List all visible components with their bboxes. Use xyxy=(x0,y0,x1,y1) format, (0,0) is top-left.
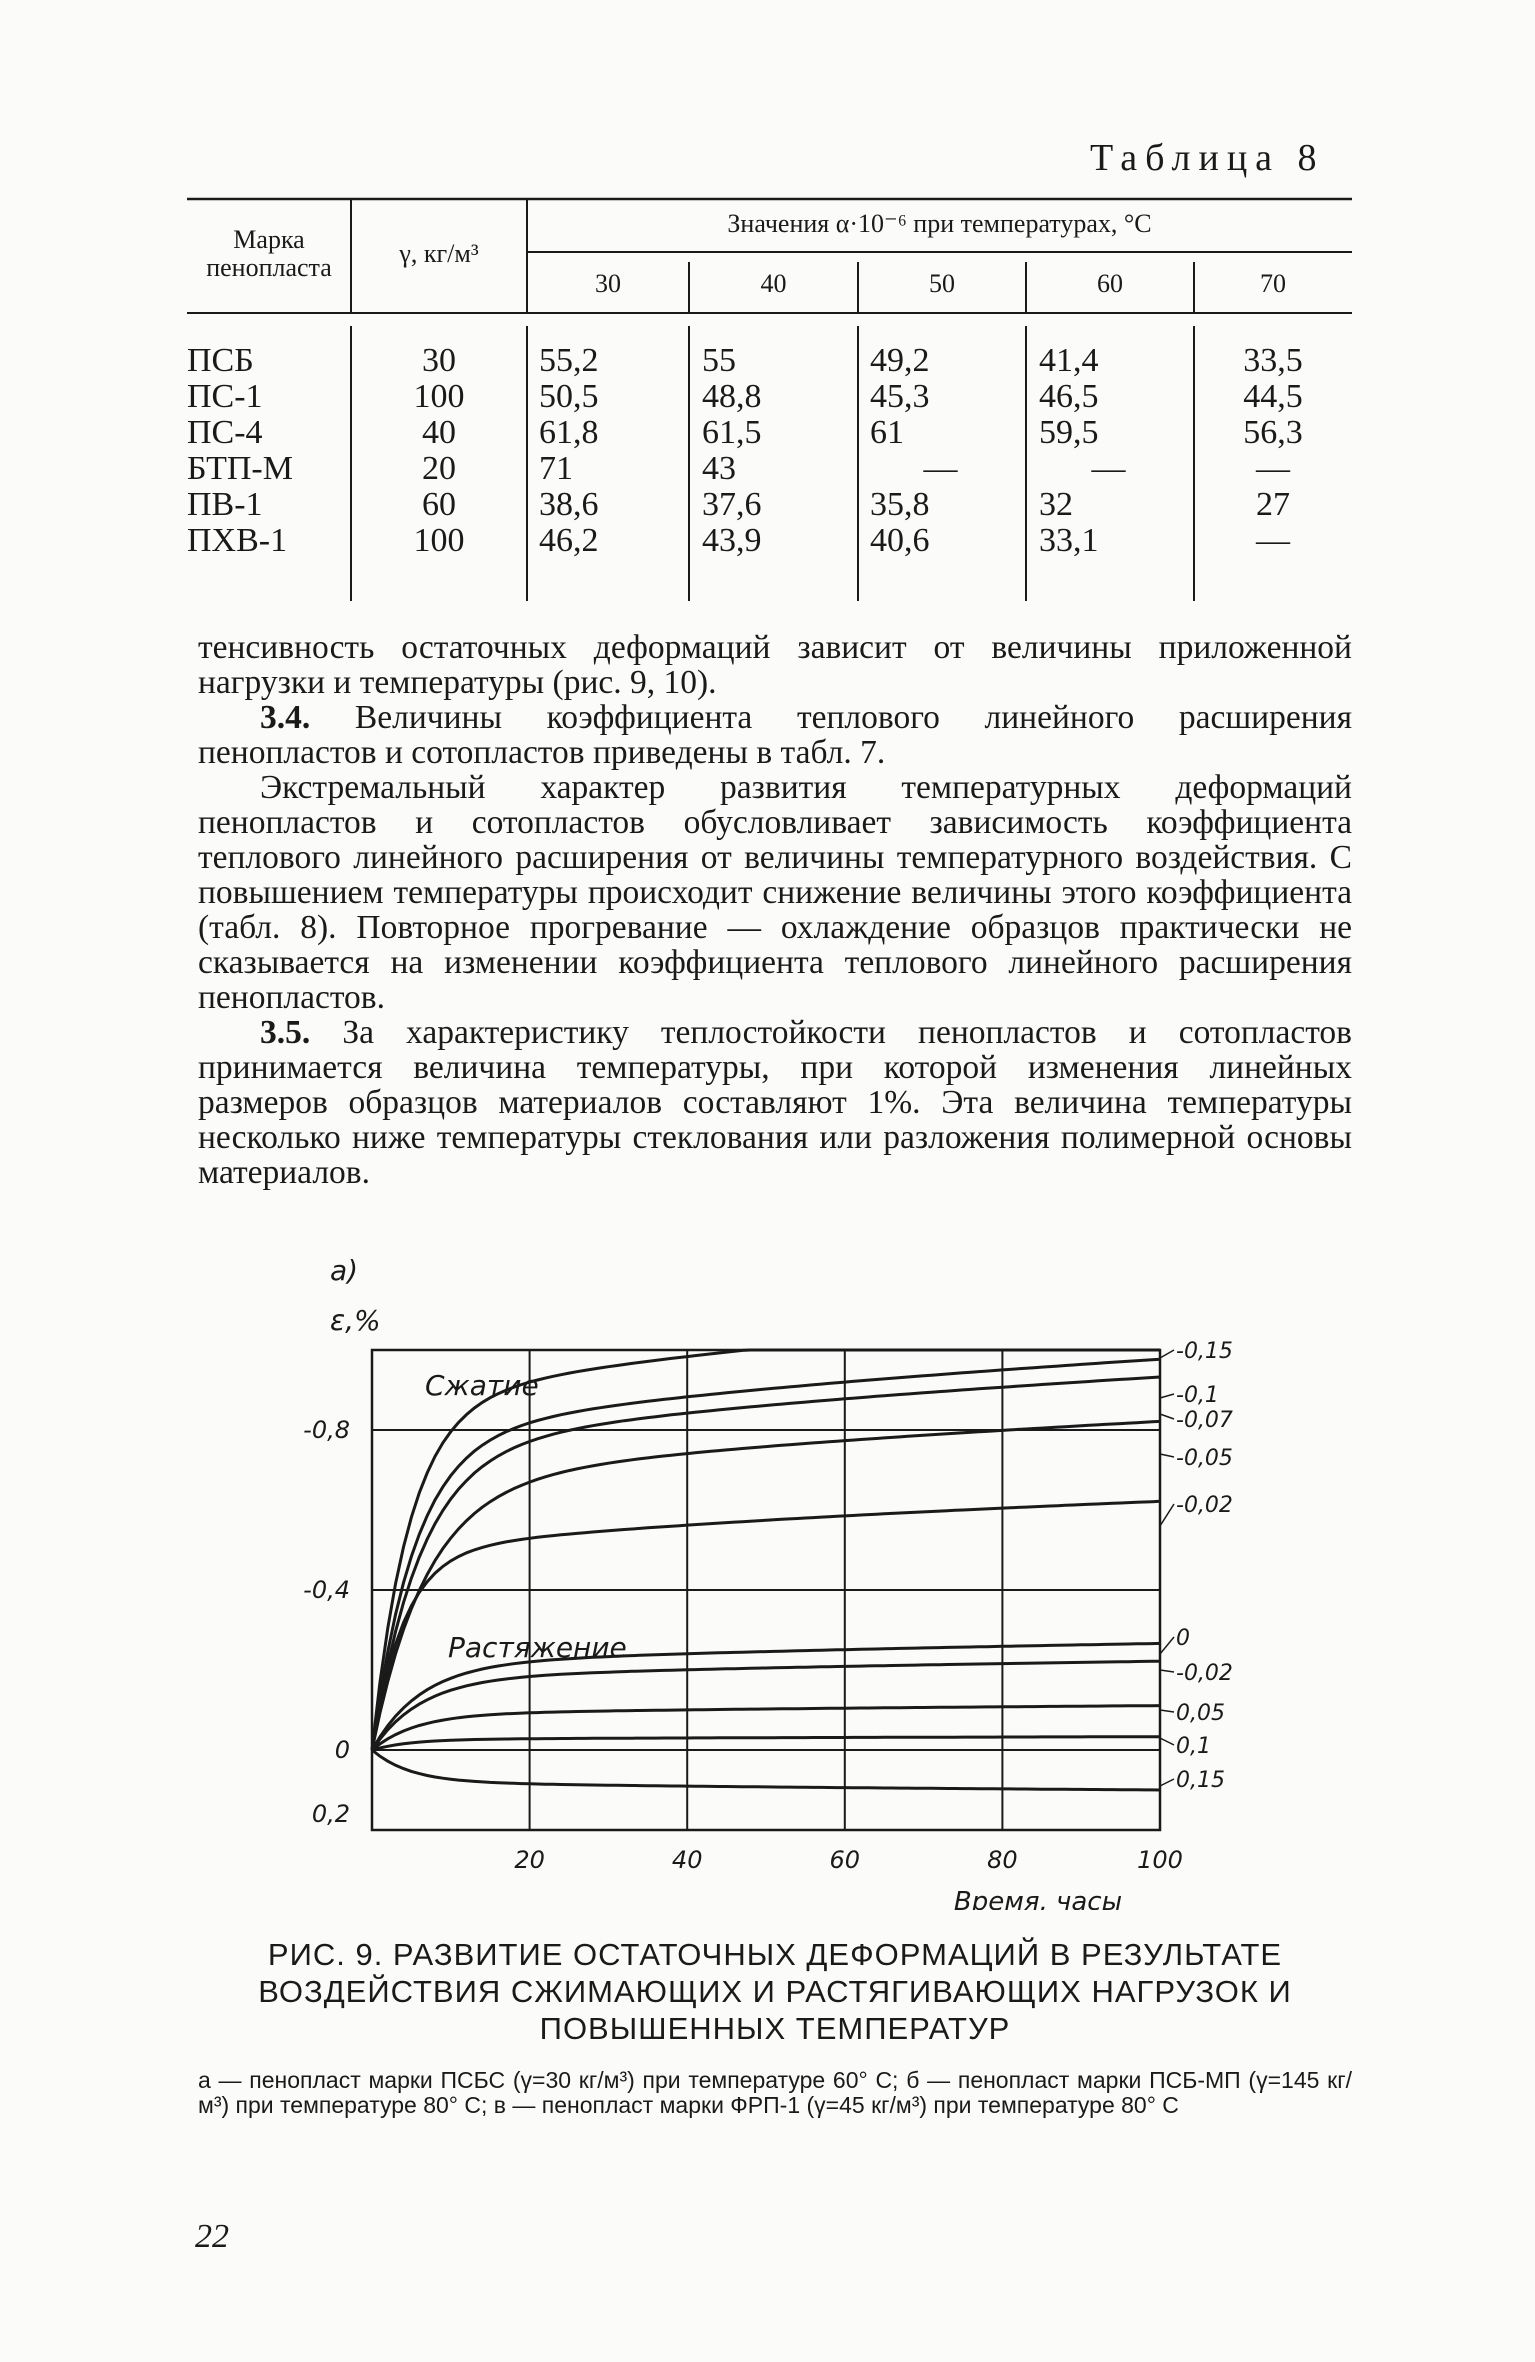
cell-value: 33,5 xyxy=(1243,342,1303,379)
cell-value: 40,6 xyxy=(870,522,930,559)
x-tick-label: 20 xyxy=(514,1846,545,1874)
series-label-leader xyxy=(1160,1637,1174,1654)
series-label: 0 xyxy=(1176,1626,1190,1651)
series-label: 0,05 xyxy=(1176,1701,1225,1726)
y-tick-label: 0,2 xyxy=(311,1800,350,1828)
cell-brand: ПС-4 xyxy=(187,414,263,451)
x-tick-label: 60 xyxy=(829,1846,861,1874)
cell-value: 33,1 xyxy=(1039,522,1099,559)
header-brand xyxy=(187,226,351,282)
table-caption: Таблица 8 xyxy=(1090,137,1325,179)
cell-value: 59,5 xyxy=(1039,414,1099,451)
cell-value: 35,8 xyxy=(870,486,930,523)
cell-density: 60 xyxy=(422,486,456,523)
series-label-leader xyxy=(1160,1394,1174,1398)
series-label: -0,05 xyxy=(1176,1446,1233,1471)
cell-value: 38,6 xyxy=(539,486,599,523)
cell-brand: ПВ-1 xyxy=(187,486,263,523)
cell-value: 71 xyxy=(539,450,573,487)
series-line xyxy=(372,1750,1160,1790)
cell-value: 46,5 xyxy=(1039,378,1099,415)
cell-value: 50,5 xyxy=(539,378,599,415)
series-label-leader xyxy=(1160,1504,1174,1526)
figure-note: а — пенопласт марки ПСБС (γ=30 кг/м³) при температуре 60° С; б — пенопласт марки ПСБ-МП (γ=145 кг/м³) при температуре 80° С; в — пенопласт марки ФРП-1 (γ=45 кг/м³) при температуре 80° С xyxy=(198,2067,1352,2118)
series-line xyxy=(372,1350,1160,1750)
series-label-leader xyxy=(1160,1454,1174,1457)
y-tick-label: 0 xyxy=(334,1736,350,1764)
cell-brand: БТП-М xyxy=(187,450,293,487)
cell-value: 44,5 xyxy=(1243,378,1303,415)
paragraph-2 xyxy=(198,700,1352,770)
series-label: 0,1 xyxy=(1176,1734,1211,1759)
header-temp-50: 50 xyxy=(929,269,955,298)
cell-density: 20 xyxy=(422,450,456,487)
cell-value: 27 xyxy=(1256,486,1290,523)
cell-brand: ПСБ xyxy=(187,342,254,379)
series-label-leader xyxy=(1160,1779,1174,1786)
cell-brand: ПХВ-1 xyxy=(187,522,288,559)
series-line xyxy=(372,1421,1160,1750)
body-text xyxy=(198,630,1352,1190)
section-3-4-number: 3.4. xyxy=(260,699,311,736)
annotation-tension: Растяжение xyxy=(448,1631,627,1664)
series-label: -0,15 xyxy=(1176,1339,1233,1364)
cell-value: — xyxy=(923,450,958,487)
header-values-title: Значения α·10⁻⁶ при температурах, °С xyxy=(727,209,1152,238)
paragraph-4-text: За характеристику теплостойкости пенопластов и сотопластов принимается величина температуры, при которой изменения линейных размеров образцов материалов составляют 1%. Эта величина температуры несколько ниже температуры стеклования или разложения полимерной основы материалов. xyxy=(198,1014,1352,1191)
cell-value: 55 xyxy=(702,342,736,379)
y-tick-label: -0,8 xyxy=(303,1416,350,1444)
cell-value: — xyxy=(1091,450,1126,487)
header-temp-40: 40 xyxy=(760,269,787,298)
annotation-compression: Сжатие xyxy=(425,1369,539,1402)
series-line xyxy=(372,1501,1160,1750)
series-line xyxy=(372,1737,1160,1750)
series-label-leader xyxy=(1160,1738,1174,1745)
cell-brand: ПС-1 xyxy=(187,378,263,415)
cell-value: 43,9 xyxy=(702,522,762,559)
cell-value: 37,6 xyxy=(702,486,762,523)
cell-value: — xyxy=(1256,522,1290,559)
cell-density: 30 xyxy=(422,342,456,379)
series-label: -0,02 xyxy=(1176,1493,1233,1518)
section-3-5-number: 3.5. xyxy=(260,1014,311,1051)
series-label-leader xyxy=(1160,1710,1174,1712)
cell-value: — xyxy=(1256,450,1290,487)
data-table xyxy=(187,196,1352,606)
header-temp-60: 60 xyxy=(1097,269,1123,298)
cell-value: 43 xyxy=(702,450,736,487)
series-label-leader xyxy=(1160,1670,1174,1672)
series-label: -0,07 xyxy=(1176,1408,1233,1433)
series-line xyxy=(372,1706,1160,1750)
cell-value: 41,4 xyxy=(1039,342,1099,379)
cell-density: 100 xyxy=(413,522,465,559)
cell-value: 48,8 xyxy=(702,378,762,415)
page-number: 22 xyxy=(195,2218,229,2255)
series-line xyxy=(372,1359,1160,1750)
paragraph-3: Экстремальный характер развития температурных деформаций пенопластов и сотопластов обусловливает зависимость коэффициента теплового линейного расширения от величины температурного воздействия. С повышением температуры происходит снижение величины этого коэффициента (табл. 8). Повторное прогревание — охлаждение образцов практически не сказывается на изменении коэффициента теплового линейного расширения пенопластов. xyxy=(198,769,1352,1016)
x-tick-label: 40 xyxy=(671,1846,703,1874)
y-axis-label: ε,% xyxy=(330,1304,381,1337)
paragraph-4 xyxy=(198,1015,1352,1190)
figure-title: РИС. 9. РАЗВИТИЕ ОСТАТОЧНЫХ ДЕФОРМАЦИЙ В РЕЗУЛЬТАТЕ ВОЗДЕЙСТВИЯ СЖИМАЮЩИХ И РАСТЯГИВАЮЩИХ НАГРУЗОК И ПОВЫШЕННЫХ ТЕМПЕРАТУР xyxy=(258,1937,1292,2046)
series-line xyxy=(372,1377,1160,1750)
header-temp-30: 30 xyxy=(595,269,621,298)
series-label: -0,02 xyxy=(1176,1661,1233,1686)
cell-density: 100 xyxy=(413,378,465,415)
panel-label: а) xyxy=(330,1254,359,1287)
paragraph-1: тенсивность остаточных деформаций зависит от величины приложенной нагрузки и температуры (рис. 9, 10). xyxy=(198,629,1352,701)
series-label: 0,15 xyxy=(1176,1768,1225,1793)
header-density: γ, кг/м³ xyxy=(399,239,479,268)
x-tick-label: 80 xyxy=(987,1846,1018,1874)
x-tick-label: 100 xyxy=(1137,1846,1183,1874)
cell-value: 55,2 xyxy=(539,342,599,379)
cell-value: 46,2 xyxy=(539,522,599,559)
cell-value: 56,3 xyxy=(1243,414,1303,451)
header-brand-line1: Марка xyxy=(233,225,305,254)
series-label-leader xyxy=(1160,1414,1174,1419)
cell-value: 61 xyxy=(870,414,904,451)
cell-value: 45,3 xyxy=(870,378,930,415)
x-axis-label: Время, часы xyxy=(953,1887,1123,1910)
cell-value: 32 xyxy=(1039,486,1073,523)
series-label-leader xyxy=(1160,1350,1174,1358)
cell-value: 61,8 xyxy=(539,414,599,451)
chart-svg xyxy=(0,1250,1535,1910)
series-label: -0,1 xyxy=(1176,1383,1219,1408)
header-brand-line2: пенопласта xyxy=(206,253,332,282)
header-temp-70: 70 xyxy=(1260,269,1286,298)
cell-density: 40 xyxy=(422,414,456,451)
figure-9a-chart xyxy=(0,1250,1535,1910)
y-tick-label: -0,4 xyxy=(303,1576,350,1604)
paragraph-2-text: Величины коэффициента теплового линейного расширения пенопластов и сотопластов приведены в табл. 7. xyxy=(198,699,1352,771)
cell-value: 49,2 xyxy=(870,342,930,379)
cell-value: 61,5 xyxy=(702,414,762,451)
